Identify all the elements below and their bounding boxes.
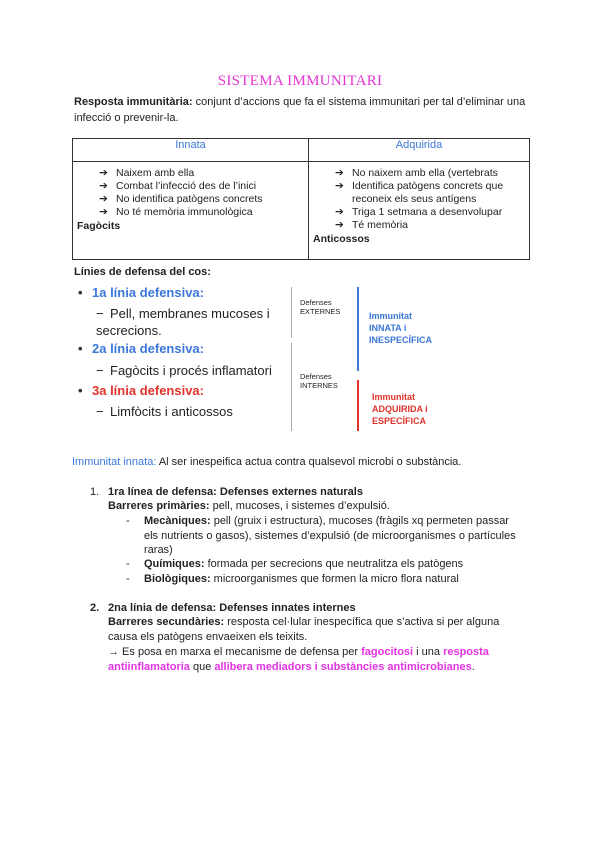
bullet-icon: • [78,285,83,300]
dash-icon: - [126,558,130,570]
table-cell-adquirida [309,162,530,260]
mechanical-barriers: Mecàniques: pell (gruix i estructura), mucoses (fràgils xq permeten passar els nutrients o gasos), sistemes d’expulsió (de microorganismes o partícules raras) [144,515,516,556]
list-item: ➔ Combat l’infecció des de l’inici [99,180,257,192]
bullet-icon: • [78,341,83,356]
list-item: ➔ Identifica patògens concrets que reconeix els seus antígens [335,180,504,205]
arrow-icon: ➔ [335,180,344,192]
acquired-bracket [357,380,359,431]
section-2-title: 2na línia de defensa: Defenses innates internes [108,602,356,614]
comparison-table [72,138,530,260]
table-header-adquirida: Adquirida [309,139,530,162]
defense-line-2-text: − Fagòcits i procés inflamatori [96,363,272,378]
dash-icon: - [126,515,130,527]
arrow-icon: ➔ [335,219,344,231]
defense-line-1-text: − Pell, membranes mucoses i secrecions. [96,306,270,338]
list-item: ➔ Triga 1 setmana a desenvolupar [335,206,503,218]
adquirida-foot: Anticossos [313,233,370,245]
list-item: ➔ No té memòria immunològica [99,206,253,218]
section-1-barriers: Barreres primàries: pell, mucoses, i sistemes d’expulsió. [108,500,390,512]
list-item: ➔ No naixem amb ella (vertebrats [335,167,498,179]
innate-caption: Immunitat INNATA i INESPECÍFICA [369,311,433,345]
innate-immunity-paragraph: Immunitat innata: Al ser inespeifica actua contra qualsevol microbi o substància. [72,456,462,468]
internal-divider [291,343,292,431]
highlight-fagocitosi: fagocitosi [361,646,414,658]
section-1-title: 1ra línea de defensa: Defenses externes naturals [108,486,363,498]
section-2-mechanism: → Es posa en marxa el mecanisme de defensa per fagocitosi i una resposta antiinflamatoria que allibera mediadors i substàncies antimicrobianes. [108,646,489,673]
list-item: ➔ Té memòria [335,219,409,231]
list-item: ➔ Naixem amb ella [99,167,195,179]
arrow-icon: ➔ [99,206,108,218]
page-title: SISTEMA IMMUNITARI [217,73,383,89]
biological-barriers: Biològiques: microorganismes que formen la micro flora natural [144,573,459,585]
intro-term: Resposta immunitària: [74,96,193,108]
arrow-icon: ➔ [99,167,108,179]
defense-line-3: • 3a línia defensiva: [78,383,204,398]
highlight-antiinflamatoria: resposta antiinflamatoria [108,646,489,673]
table-cell-innata [73,162,309,260]
innata-list [77,167,304,219]
defense-line-2: • 2a línia defensiva: [78,341,204,356]
bullet-icon: • [78,383,83,398]
table-header-innata: Innata [73,139,309,162]
intro-paragraph [74,94,534,126]
adquirida-list [313,167,525,232]
arrow-icon: ➔ [99,193,108,205]
highlight-mediadors: allibera mediadors i substàncies antimicrobianes [214,660,472,673]
acquired-caption: Immunitat ADQUIRIDA i ESPECÍFICA [372,392,428,426]
external-defenses-label: Defenses EXTERNES [300,298,341,316]
section-2-barriers: Barreres secundàries: resposta cel·lular inespecífica que s’activa si per alguna causa els patògens envaeixen els teixits. [108,616,500,643]
internal-defenses-label: Defenses INTERNES [300,372,338,390]
section-1-number: 1. [90,486,100,498]
innate-bracket [357,287,359,371]
innata-foot: Fagòcits [77,220,121,232]
defense-lines-heading: Línies de defensa del cos: [74,266,211,278]
dash-icon: - [126,573,130,585]
innate-immunity-term: Immunitat innata: [72,456,157,468]
arrow-icon: ➔ [99,180,108,192]
defense-line-1: • 1a línia defensiva: [78,285,204,300]
list-item: ➔ No identifica patògens concrets [99,193,263,205]
external-divider [291,287,292,338]
intro-text: conjunt d’accions que fa el sistema immunitari per tal d’eliminar una infecció o prevenir-la. [74,96,526,124]
defense-line-3-text: − Limfòcits i anticossos [96,404,233,419]
chemical-barriers: Químiques: formada per secrecions que neutralitza els patògens [144,558,464,570]
arrow-icon: ➔ [335,206,344,218]
section-2-number: 2. [90,602,100,614]
arrow-icon: ➔ [335,167,344,179]
